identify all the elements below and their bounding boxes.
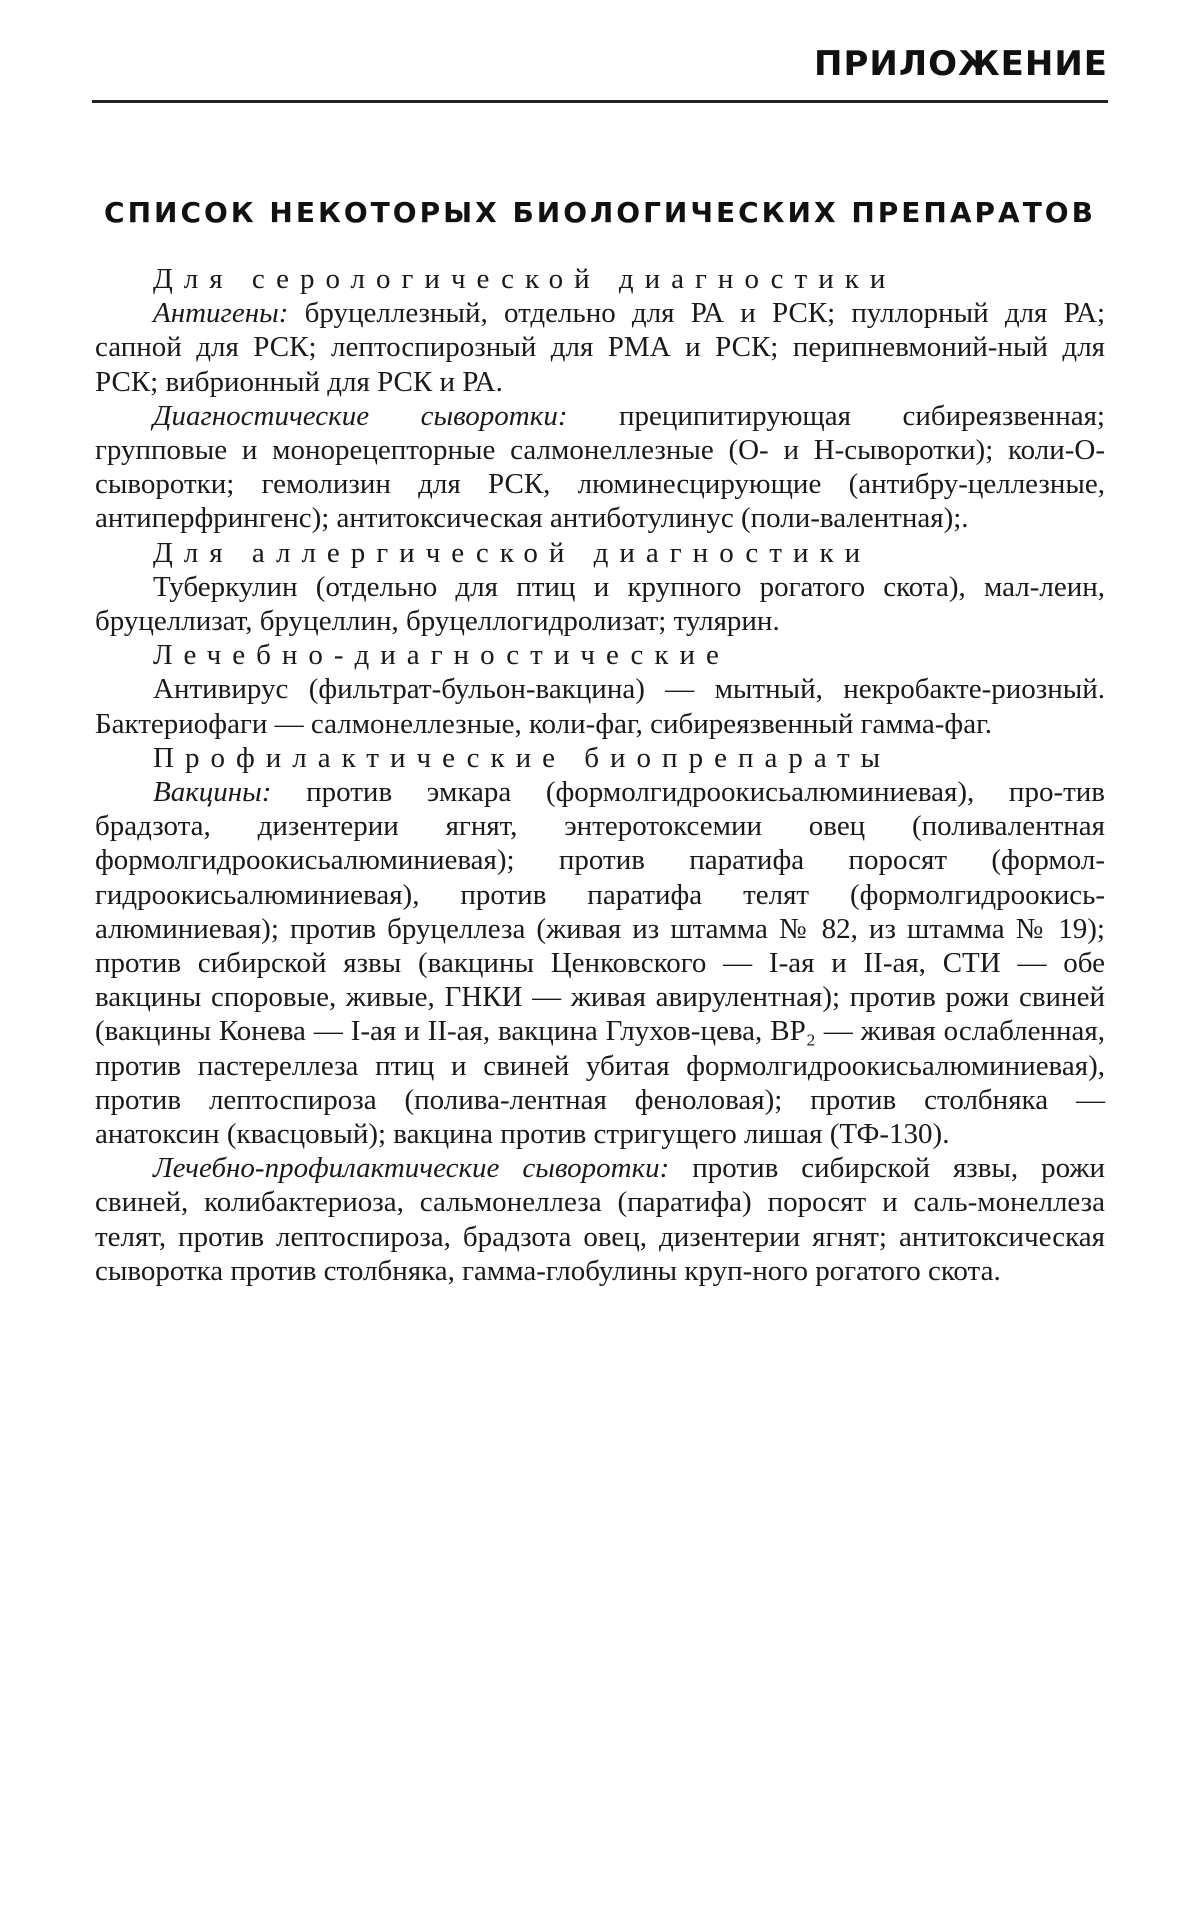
paragraph-tuberculin [95,570,1105,638]
paragraph-text: Туберкулин (отдельно для птиц и крупного рогатого скота), мал-леин, бруцеллизат, бруцеллин, бруцеллогидролизат; тулярин. [95,570,1105,638]
paragraph-text: Антивирус (фильтрат-бульон-вакцина) — мытный, некробакте-риозный. Бактериофаги — салмонеллезные, коли-фаг, сибиреязвенный гамма-фаг. [95,673,1105,740]
paragraph-antivirus [95,672,1105,740]
section-heading-allergic: Для аллергической диагностики [153,536,872,569]
section-heading-prophylactic: Профилактические биопрепараты [153,741,892,774]
paragraph-text: против сибирской язвы, рожи свиней, колибактериоза, сальмонеллеза (паратифа) поросят и саль-монеллеза телят, против лептоспироза, брадзота овец, дизентерии ягнят; антитоксическая сыворотка против столбняка, гамма-глобулины круп-ного рогатого скота. [95,1152,1105,1287]
paragraph-lead: Антигены: [153,297,289,330]
paragraph-antigens [95,296,1105,399]
paragraph-prophylactic-sera [95,1151,1105,1288]
paragraph-diagnostic-sera [95,399,1105,536]
paragraph-lead: Лечебно-профилактические сыворотки: [153,1152,670,1185]
paragraph-text: преципитирующая сибиреязвенная; групповые и монорецепторные салмонеллезные (О- и Н-сыворотки); коли-О-сыворотки; гемолизин для РСК, люминесцирующие (антибру-целлезные, антиперфрингенс); антитоксическая антиботулинус (поли-валентная);. [95,399,1105,535]
section-heading-serological: Для серологической диагностики [153,263,897,295]
section-header: ПРИЛОЖЕНИЕ [814,44,1108,84]
paragraph-lead: Диагностические сыворотки: [153,399,568,432]
paragraph-text: бруцеллезный, отдельно для РА и РСК; пуллорный для РА; сапной для РСК; лептоспирозный для РМА и РСК; перипневмоний-ный для РСК; вибрионный для РСК и РА. [95,297,1105,398]
paragraph-vaccines [95,775,1105,1151]
paragraph-lead: Вакцины: [153,776,272,809]
paragraph-text: против эмкара (формолгидроокисьалюминиевая), про-тив брадзота, дизентерии ягнят, энтеротоксемии овец (поливалентная формолгидроокисьалюминиевая); против паратифа поросят (формол-гидроокисьалюминиевая), против паратифа телят (формолгидроокись-алюминиевая); против бруцеллеза (живая из штамма № 82, из штамма № 19); против сибирской язвы (вакцины Ценковского — I-ая и II-ая, СТИ — обе вакцины споровые, живые, ГНКИ — живая авирулентная); против рожи свиней (вакцины Конева — I-ая и II-ая, вакцина Глухов-цева, ВР₂ — живая ослабленная, против пастереллеза птиц и свиней убитая формолгидроокисьалюминиевая), против лептоспироза (полива-лентная феноловая); против столбняка — анатоксин (квасцовый); вакцина против стригущего лишая (ТФ-130). [95,776,1105,1151]
body-text [95,262,1105,1288]
header-rule [92,100,1108,103]
section-heading-therapeutic-diagnostic: Лечебно-диагностические [153,639,730,672]
page-title: СПИСОК НЕКОТОРЫХ БИОЛОГИЧЕСКИХ ПРЕПАРАТОВ [104,196,1096,229]
